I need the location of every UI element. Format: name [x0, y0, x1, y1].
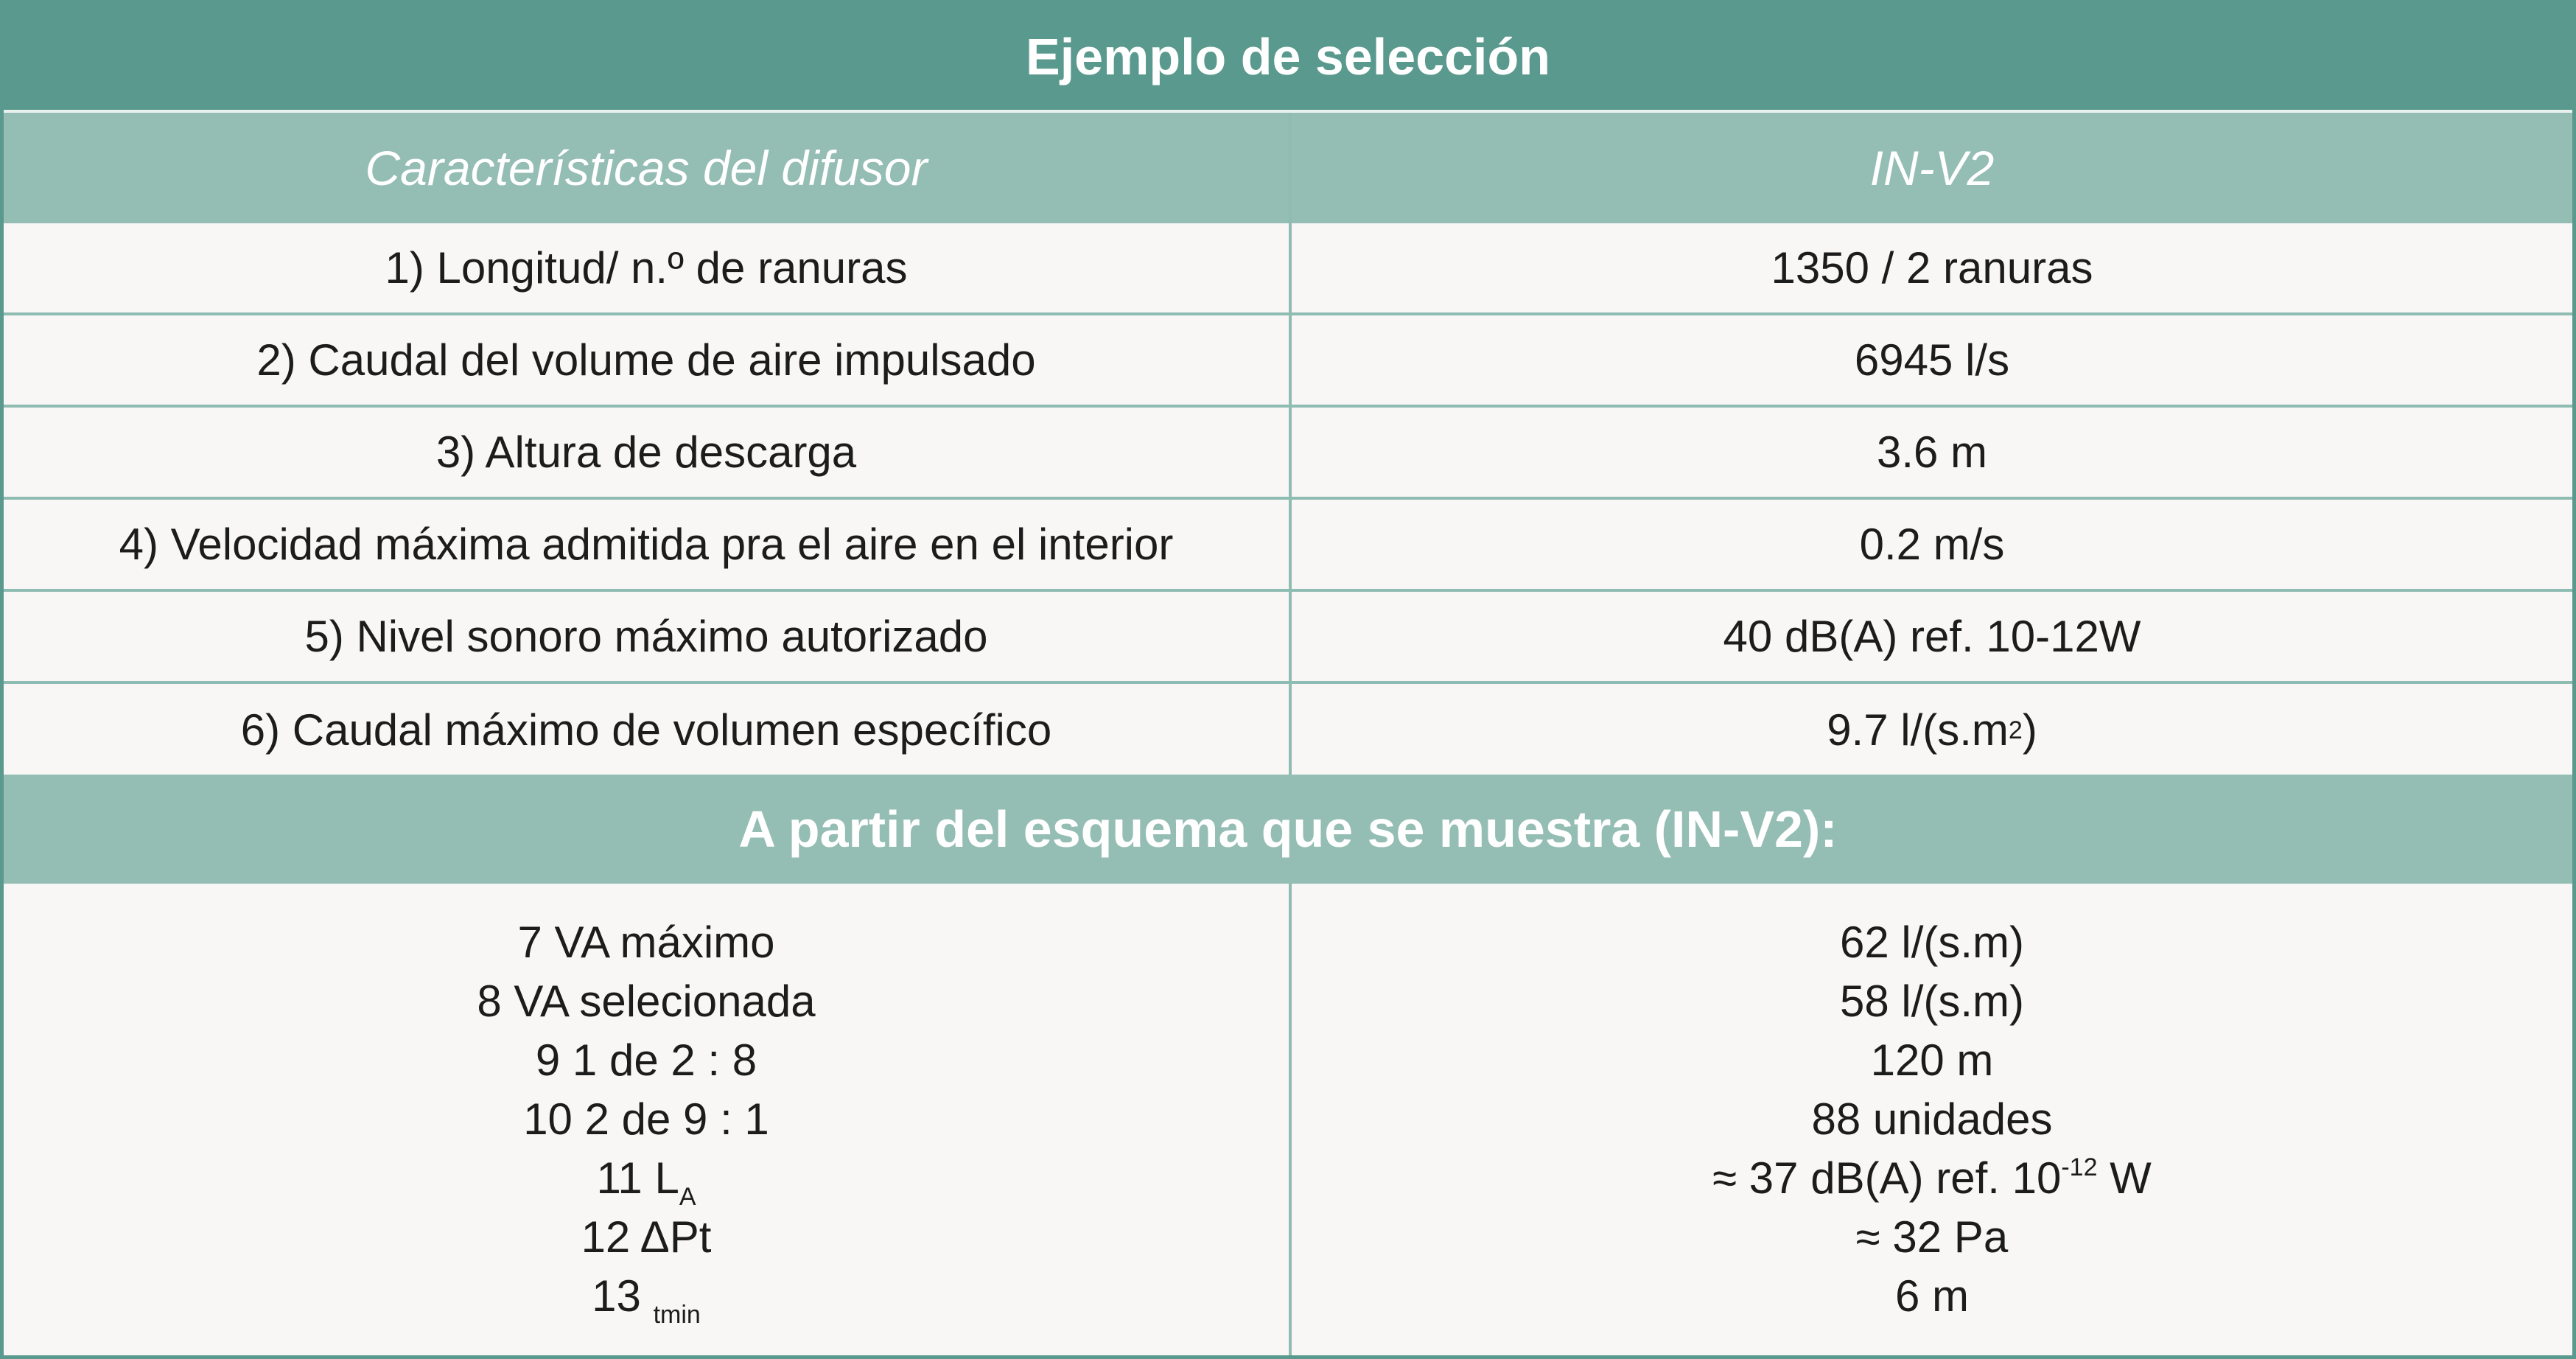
- table-title: [4, 4, 2572, 113]
- result-label: [581, 1208, 712, 1267]
- row-value-end: ): [2022, 705, 2037, 755]
- row-label: 4) Velocidad máxima admitida pra el aire en el interior: [4, 500, 1292, 589]
- result-value: [1856, 1208, 2008, 1267]
- result-value-text: 88 unidades: [1811, 1094, 2053, 1144]
- row-value: 1350 / 2 ranuras: [1771, 243, 2093, 293]
- header-left: [4, 113, 1292, 223]
- result-value-text: 120 m: [1870, 1035, 1994, 1085]
- table-title-text: Ejemplo de selección: [1026, 28, 1550, 85]
- result-value-text: ≈ 37 dB(A) ref. 10: [1712, 1153, 2062, 1203]
- result-label-sub: tmin: [653, 1301, 701, 1329]
- row-label: 5) Nivel sonoro máximo autorizado: [4, 592, 1292, 681]
- row-label: 3) Altura de descarga: [4, 408, 1292, 497]
- result-label-sub: A: [679, 1183, 696, 1211]
- result-value-text: ≈ 32 Pa: [1855, 1212, 2009, 1262]
- row-value-main: 9.7 l/(s.m: [1827, 705, 2009, 755]
- result-label: [536, 1031, 757, 1090]
- row-value: 6945 l/s: [1854, 335, 2010, 385]
- row-label: 6) Caudal máximo de volumen específico: [4, 684, 1292, 776]
- result-value: [1712, 1149, 2152, 1208]
- result-value-text: 6 m: [1894, 1271, 1970, 1321]
- table-row: [4, 684, 2572, 776]
- row-value: 9.7 l/(s.m 2 ): [1827, 705, 2037, 755]
- result-label-text: 12 ΔPt: [581, 1212, 712, 1262]
- result-label: [596, 1149, 696, 1211]
- row-label: 2) Caudal del volume de aire impulsado: [4, 315, 1292, 405]
- table-row: [4, 223, 2572, 315]
- row-value: 3.6 m: [1876, 427, 1988, 477]
- results-left: [4, 884, 1292, 1355]
- header-right: [1292, 113, 2572, 223]
- result-label-text: 10 2 de 9 : 1: [523, 1094, 769, 1144]
- header-right-text: IN-V2: [1869, 141, 1995, 195]
- section-title: [4, 775, 2572, 884]
- table-row: [4, 592, 2572, 684]
- results-row: [4, 884, 2572, 1355]
- result-value-end: W: [2097, 1153, 2152, 1203]
- result-label-text: 11 L: [596, 1153, 679, 1203]
- table-row: [4, 408, 2572, 500]
- result-label: [517, 913, 774, 972]
- result-label-text: 7 VA máximo: [517, 918, 775, 967]
- result-value: [1840, 972, 2024, 1031]
- table-header-row: [4, 113, 2572, 223]
- result-label: [592, 1267, 701, 1329]
- result-label-text: 13: [592, 1271, 654, 1321]
- row-label: 1) Longitud/ n.º de ranuras: [4, 223, 1292, 312]
- table-row: [4, 315, 2572, 408]
- result-value-text: 62 l/(s.m): [1839, 918, 2025, 967]
- table-row: [4, 500, 2572, 592]
- result-value: [1840, 913, 2024, 972]
- result-label-text: 8 VA selecionada: [477, 977, 816, 1026]
- result-label: [523, 1090, 769, 1149]
- header-left-text: Características del difusor: [365, 141, 928, 195]
- result-value: [1871, 1031, 1994, 1090]
- row-value: 40 dB(A) ref. 10-12W: [1723, 612, 2141, 661]
- result-label: [477, 972, 815, 1031]
- results-right: [1292, 884, 2572, 1355]
- result-value: [1895, 1267, 1969, 1326]
- result-value-sup: -12: [2061, 1153, 2098, 1181]
- row-value: 0.2 m/s: [1859, 520, 2005, 569]
- result-value-text: 58 l/(s.m): [1839, 977, 2025, 1026]
- result-value: [1812, 1090, 2053, 1149]
- section-title-text: A partir del esquema que se muestra (IN-V2):: [738, 800, 1838, 858]
- result-label-text: 9 1 de 2 : 8: [535, 1035, 757, 1085]
